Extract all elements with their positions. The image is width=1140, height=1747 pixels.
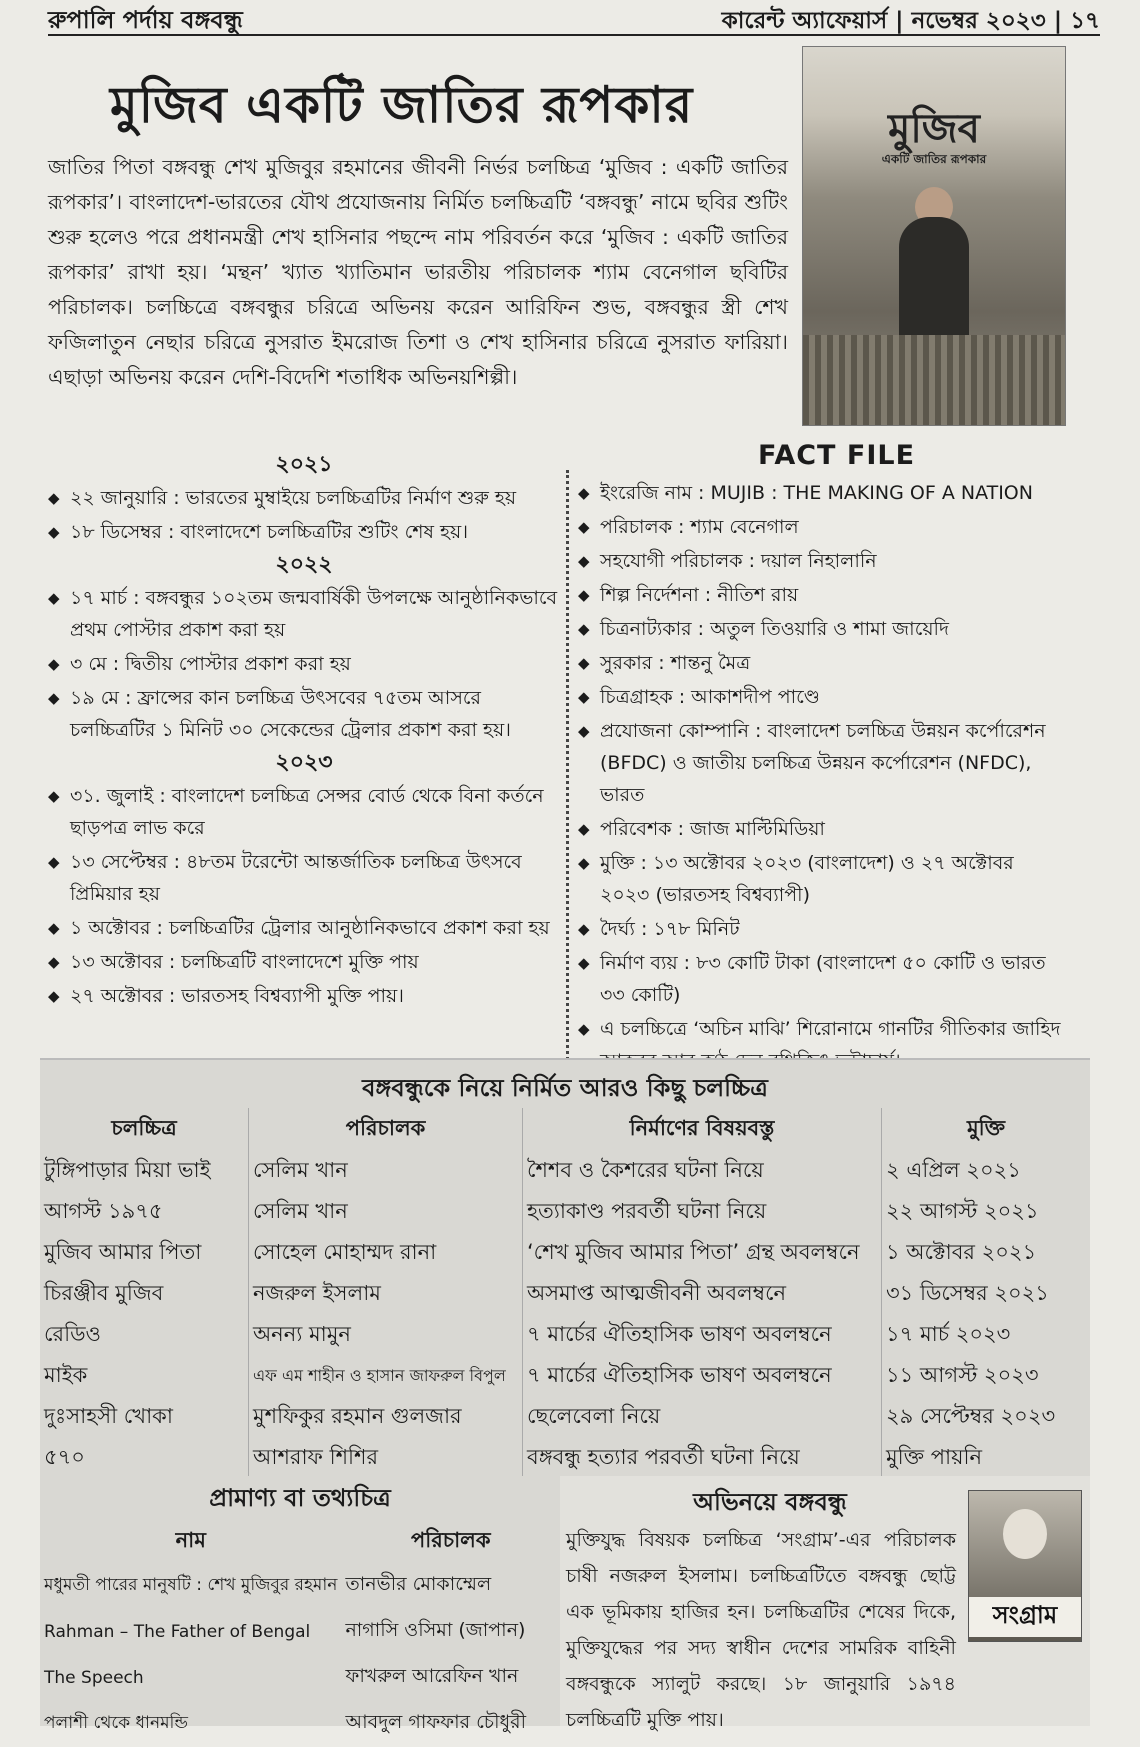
table-cell: ৭ মার্চের ঐতিহাসিক ভাষণ অবলম্বনে — [523, 1315, 882, 1356]
fact-item: ◆ দৈর্ঘ্য : ১৭৮ মিনিট — [578, 913, 1068, 945]
table-cell: ৭ মার্চের ঐতিহাসিক ভাষণ অবলম্বনে — [523, 1356, 882, 1397]
fact-item: ◆ চিত্রনাট্যকার : অতুল তিওয়ারি ও শামা জায়েদি — [578, 613, 1068, 645]
films-table — [40, 1108, 1090, 1479]
sangram-poster-label: সংগ্রাম — [969, 1597, 1081, 1637]
issue-info: কারেন্ট অ্যাফেয়ার্স | নভেম্বর ২০২৩ | ১৭ — [721, 8, 1100, 34]
table-cell: মুজিব আমার পিতা — [40, 1233, 249, 1274]
sangram-poster-image — [968, 1490, 1082, 1642]
table-row — [40, 1397, 1090, 1438]
fact-item: ◆ প্রযোজনা কোম্পানি : বাংলাদেশ চলচ্চিত্র উন্নয়ন কর্পোরেশন (BFDC) ও জাতীয় চলচ্চিত্র উন্নয়ন কর্পোরেশন (NFDC), ভারত — [578, 715, 1068, 811]
timeline-event: ◆ ১৮ ডিসেম্বর : বাংলাদেশে চলচ্চিত্রটির শুটিং শেষ হয়। — [48, 516, 560, 548]
timeline-event: ◆ ১ অক্টোবর : চলচ্চিত্রটির ট্রেলার আনুষ্ঠানিকভাবে প্রকাশ করা হয় — [48, 912, 560, 944]
table-cell: ১১ আগস্ট ২০২৩ — [886, 1363, 1039, 1387]
fact-item: ◆ শিল্প নির্দেশনা : নীতিশ রায় — [578, 579, 1068, 611]
column-header: মুক্তি — [966, 1116, 1006, 1140]
poster-face — [1003, 1509, 1047, 1559]
table-cell: নজরুল ইসলাম — [249, 1274, 523, 1315]
table-row — [40, 1563, 560, 1609]
table-row — [40, 1356, 1090, 1397]
table-row — [40, 1655, 560, 1701]
table-row — [40, 1315, 1090, 1356]
timeline-column — [48, 450, 560, 1014]
acting-title: অভিনয়ে বঙ্গবন্ধু — [693, 1488, 847, 1516]
table-cell: ‘শেখ মুজিব আমার পিতা’ গ্রন্থ অবলম্বনে — [523, 1233, 882, 1274]
table-cell: অসমাপ্ত আত্মজীবনী অবলম্বনে — [523, 1274, 882, 1315]
fact-item: ◆ মুক্তি : ১৩ অক্টোবর ২০২৩ (বাংলাদেশ) ও ২৭ অক্টোবর ২০২৩ (ভারতসহ বিশ্বব্যাপী) — [578, 847, 1068, 911]
poster-subtitle: একটি জাতির রূপকার — [881, 152, 987, 166]
table-cell: আবদুল গাফফার চৌধুরী — [345, 1711, 527, 1733]
timeline-event: ◆ ২৭ অক্টোবর : ভারতসহ বিশ্বব্যাপী মুক্তি পায়। — [48, 980, 560, 1012]
documentary-table — [40, 1520, 560, 1747]
column-header: নির্মাণের বিষয়বস্তু — [523, 1108, 882, 1151]
fact-file — [578, 440, 1068, 1079]
fact-item: ◆ নির্মাণ ব্যয় : ৮৩ কোটি টাকা (বাংলাদেশ ৫০ কোটি ও ভারত ৩৩ কোটি) — [578, 947, 1068, 1011]
column-header: নাম — [175, 1528, 206, 1552]
timeline-event: ◆ ১৩ সেপ্টেম্বর : ৪৮তম টরেন্টো আন্তর্জাতিক চলচ্চিত্র উৎসবে প্রিমিয়ার হয় — [48, 846, 560, 910]
timeline-group — [48, 748, 560, 1012]
timeline-group — [48, 450, 560, 548]
table-cell: নাগাসি ওসিমা (জাপান) — [345, 1619, 526, 1641]
article-title: মুজিব একটি জাতির রূপকার — [110, 76, 694, 134]
poster-crowd — [803, 335, 1065, 425]
column-header: চলচ্চিত্র — [40, 1108, 249, 1151]
table-row — [40, 1701, 560, 1747]
timeline-event: ◆ ৩১. জুলাই : বাংলাদেশ চলচ্চিত্র সেন্সর বোর্ড থেকে বিনা কর্তনে ছাড়পত্র লাভ করে — [48, 780, 560, 844]
film-poster-image — [802, 46, 1066, 426]
documentary-title: প্রামাণ্য বা তথ্যচিত্র — [209, 1484, 391, 1512]
table-cell: ২২ আগস্ট ২০২১ — [886, 1199, 1039, 1223]
page-header — [48, 0, 1100, 36]
table-cell: হত্যাকাণ্ড পরবর্তী ঘটনা নিয়ে — [523, 1192, 882, 1233]
table-row — [40, 1438, 1090, 1479]
table-cell: ১ অক্টোবর ২০২১ — [886, 1240, 1037, 1264]
acting-section — [560, 1476, 1090, 1731]
timeline-year: ২০২২ — [275, 552, 333, 577]
table-cell: বঙ্গবন্ধু হত্যার পরবর্তী ঘটনা নিয়ে — [523, 1438, 882, 1479]
table-cell: মুক্তি পায়নি — [886, 1445, 983, 1469]
films-table-section — [40, 1058, 1090, 1478]
fact-item: ◆ পরিচালক : শ্যাম বেনেগাল — [578, 511, 1068, 543]
column-header: পরিচালক — [249, 1108, 523, 1151]
films-table-title: বঙ্গবন্ধুকে নিয়ে নির্মিত আরও কিছু চলচ্চিত্র — [362, 1074, 768, 1102]
table-cell: সেলিম খান — [249, 1192, 523, 1233]
table-cell: ৩১ ডিসেম্বর ২০২১ — [886, 1281, 1049, 1305]
table-header-row — [40, 1108, 1090, 1151]
table-cell: পলাশী থেকে ধানমন্ডি — [44, 1713, 188, 1733]
table-cell: তানভীর মোকাম্মেল — [345, 1573, 492, 1595]
table-row — [40, 1233, 1090, 1274]
table-cell: দুঃসাহসী খোকা — [40, 1397, 249, 1438]
timeline-event: ◆ ১৩ অক্টোবর : চলচ্চিত্রটি বাংলাদেশে মুক্তি পায় — [48, 946, 560, 978]
timeline-year: ২০২১ — [275, 452, 333, 477]
table-cell: ১৭ মার্চ ২০২৩ — [886, 1322, 1011, 1346]
table-cell: মাইক — [40, 1356, 249, 1397]
fact-file-title: FACT FILE — [758, 440, 916, 471]
table-row — [40, 1274, 1090, 1315]
fact-item: ◆ চিত্রগ্রাহক : আকাশদীপ পাণ্ডে — [578, 681, 1068, 713]
table-cell: শৈশব ও কৈশরের ঘটনা নিয়ে — [523, 1151, 882, 1192]
acting-paragraph: মুক্তিযুদ্ধ বিষয়ক চলচ্চিত্র ‘সংগ্রাম’-এর পরিচালক চাষী নজরুল ইসলাম। চলচ্চিত্রটিতে বঙ্গবন্ধু ছোট্ট এক ভূমিকায় হাজির হন। চলচ্চিত্রটির শেষের দিকে, মুক্তিযুদ্ধের পর সদ্য স্বাধীন দেশের সামরিক বাহিনী বঙ্গবন্ধুকে স্যালুট করছে। ১৮ জানুয়ারি ১৯৭৪ চলচ্চিত্রটি মুক্তি পায়। — [566, 1529, 956, 1731]
table-cell: রেডিও — [40, 1315, 249, 1356]
timeline-event: ◆ ৩ মে : দ্বিতীয় পোস্টার প্রকাশ করা হয় — [48, 648, 560, 680]
column-divider — [566, 470, 569, 1060]
section-title: রুপালি পর্দায় বঙ্গবন্ধু — [48, 6, 243, 34]
timeline-event: ◆ ১৭ মার্চ : বঙ্গবন্ধুর ১০২তম জন্মবার্ষিকী উপলক্ষে আনুষ্ঠানিকভাবে প্রথম পোস্টার প্রকাশ করা হয় — [48, 582, 560, 646]
poster-title: মুজিব — [888, 106, 980, 152]
table-header-row — [40, 1520, 560, 1563]
timeline-group — [48, 550, 560, 746]
fact-item: ◆ এ চলচ্চিত্রে ‘অচিন মাঝি’ শিরোনামে গানটির গীতিকার জাহিদ — [578, 1013, 1068, 1077]
table-cell: টুঙ্গিপাড়ার মিয়া ভাই — [40, 1151, 249, 1192]
table-cell: The Speech — [44, 1668, 144, 1688]
table-cell: চিরঞ্জীব মুজিব — [40, 1274, 249, 1315]
table-cell: আগস্ট ১৯৭৫ — [40, 1192, 249, 1233]
fact-item: ◆ সুরকার : শান্তনু মৈত্র — [578, 647, 1068, 679]
table-cell: সোহেল মোহাম্মদ রানা — [249, 1233, 523, 1274]
table-cell: মধুমতী পারের মানুষটি : শেখ মুজিবুর রহমান — [44, 1575, 338, 1595]
table-cell: ৫৭০ — [40, 1438, 249, 1479]
column-header: পরিচালক — [410, 1528, 491, 1552]
table-cell: ২ এপ্রিল ২০২১ — [886, 1158, 1021, 1182]
fact-item: ◆ সহযোগী পরিচালক : দয়াল নিহালানি — [578, 545, 1068, 577]
timeline-event: ◆ ২২ জানুয়ারি : ভারতের মুম্বাইয়ে চলচ্চিত্রটির নির্মাণ শুরু হয় — [48, 482, 560, 514]
table-cell: Rahman – The Father of Bengal — [44, 1622, 311, 1642]
table-row — [40, 1151, 1090, 1192]
table-cell: আশরাফ শিশির — [249, 1438, 523, 1479]
table-cell: ফাখরুল আরেফিন খান — [345, 1665, 519, 1687]
fact-item: ◆ ইংরেজি নাম : MUJIB : THE MAKING OF A NATION — [578, 477, 1068, 509]
table-cell: এফ এম শাহীন ও হাসান জাফরুল বিপুল — [249, 1356, 523, 1397]
table-cell: মুশফিকুর রহমান গুলজার — [249, 1397, 523, 1438]
timeline-event: ◆ ১৯ মে : ফ্রান্সের কান চলচ্চিত্র উৎসবের ৭৫তম আসরে চলচ্চিত্রটির ১ মিনিট ৩০ সেকেন্ডের ট্রেলার প্রকাশ করা হয়। — [48, 682, 560, 746]
table-cell: ২৯ সেপ্টেম্বর ২০২৩ — [886, 1404, 1056, 1428]
documentary-section — [40, 1476, 560, 1733]
timeline-year: ২০২৩ — [275, 750, 333, 775]
fact-item: ◆ পরিবেশক : জাজ মাল্টিমিডিয়া — [578, 813, 1068, 845]
table-row — [40, 1192, 1090, 1233]
intro-paragraph: জাতির পিতা বঙ্গবন্ধু শেখ মুজিবুর রহমানের জীবনী নির্ভর চলচ্চিত্র ‘মুজিব : একটি জাতির রূপকার’। বাংলাদেশ-ভারতের যৌথ প্রযোজনায় নির্মিত চলচ্চিত্রটি ‘বঙ্গবন্ধু’ নামে ছবির শুটিং শুরু হলেও পরে প্রধানমন্ত্রী শেখ হাসিনার পছন্দে নাম পরিবর্তন করে ‘মুজিব : একটি জাতির রূপকার’ রাখা হয়। ‘মন্থন’ খ্যাত খ্যাতিমান ভারতীয় পরিচালক শ্যাম বেনেগাল ছবিটির পরিচালক। চলচ্চিত্রে বঙ্গবন্ধুর চরিত্রে অভিনয় করেন আরিফিন শুভ, বঙ্গবন্ধুর স্ত্রী শেখ ফজিলাতুন নেছার চরিত্রে নুসরাত ইমরোজ তিশা ও শেখ হাসিনার চরিত্রে নুসরাত ফারিয়া। এছাড়া অভিনয় করেন দেশি-বিদেশি শতাধিক অভিনয়শিল্পী। — [48, 155, 788, 389]
table-cell: অনন্য মামুন — [249, 1315, 523, 1356]
table-cell: সেলিম খান — [249, 1151, 523, 1192]
table-cell: ছেলেবেলা নিয়ে — [523, 1397, 882, 1438]
table-row — [40, 1609, 560, 1655]
